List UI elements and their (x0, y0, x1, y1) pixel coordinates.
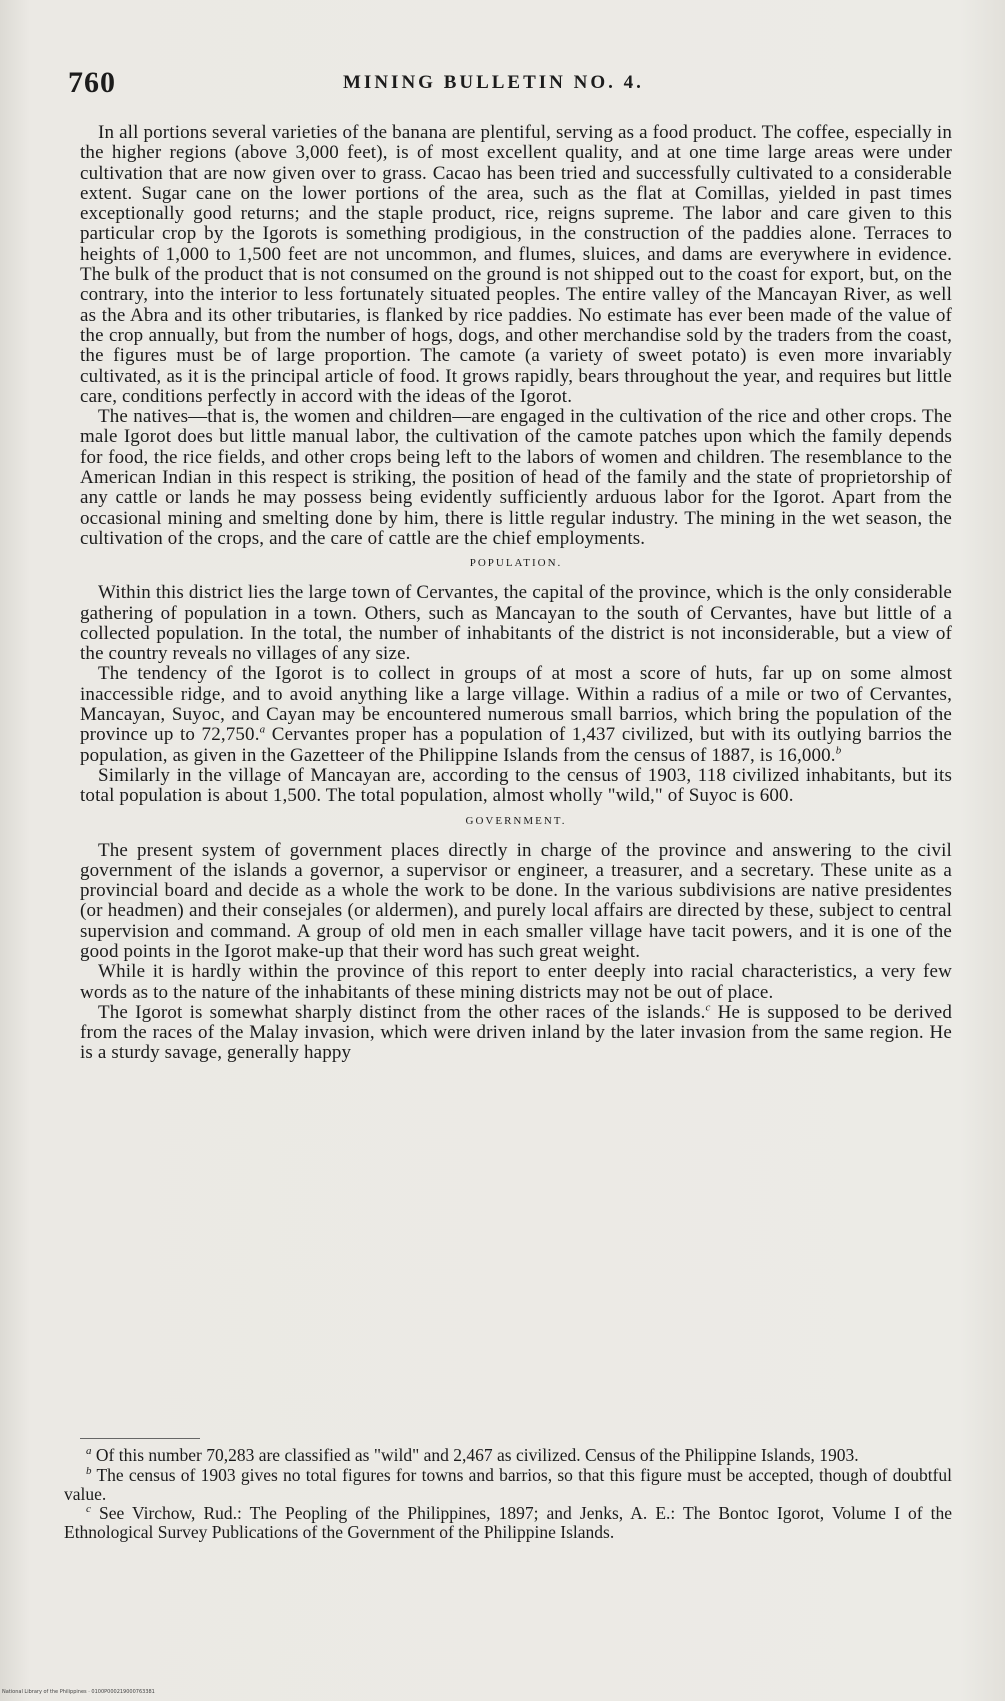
footnote-ref-b[interactable]: b (835, 744, 842, 757)
paragraph-text: The Igorot is somewhat sharply distinct from the other races of the islands. (98, 1001, 706, 1023)
footnote-a (64, 1446, 952, 1465)
footnote-mark: a (86, 1445, 92, 1458)
library-imprint: National Library of the Philippines · 0100P000219000763381 (2, 1689, 155, 1695)
running-head: MINING BULLETIN NO. 4. (343, 72, 644, 93)
paragraph-text: He is supposed to be derived from the races of the Malay invasion, which were driven inland by the later invasion from the same region. He is a sturdy savage, generally happy (80, 1001, 952, 1064)
paragraph-text: Cervantes proper has a population of 1,437 civilized, but with its outlying barrios the population, as given in the Gazetteer of the Philippine Islands from the census of 1887, is 16,000. (80, 724, 952, 766)
footnote-ref-a[interactable]: a (259, 723, 266, 736)
footnote-mark: c (86, 1503, 91, 1516)
paragraph-igorot-tendency (80, 664, 952, 765)
footnote-ref-c[interactable]: c (705, 1001, 711, 1014)
footnote-divider (80, 1438, 200, 1439)
footnote-text: See Virchow, Rud.: The Peopling of the Philippines, 1897; and Jenks, A. E.: The Bontoc Igorot, Volume I of the Ethnological Survey Publications of the Government of the Philippine Islands. (64, 1503, 953, 1543)
paragraph-cervantes: Within this district lies the large town of Cervantes, the capital of the province, which is the only considerable gathering of population in a town. Others, such as Mancayan to the south of Cervantes, have but little of a collected population. In the total, the number of inhabitants of the district is not inconsiderable, but a view of the country reveals no villages of any size. (80, 582, 952, 665)
paragraph-igorot-origin (80, 1003, 952, 1064)
page-number: 760 (68, 66, 116, 99)
footnotes (64, 1446, 952, 1543)
footnote-text: Of this number 70,283 are classified as "wild" and 2,467 as civilized. Census of the Philippine Islands, 1903. (95, 1445, 859, 1465)
page-header (68, 66, 948, 106)
paragraph-banana-coffee: In all portions several varieties of the banana are plentiful, serving as a food product. The coffee, especially in the higher regions (above 3,000 feet), is of most excellent quality, and at one time large areas were under cultivation that are now given over to grass. Cacao has been tried and successfully cultivated to a considerable extent. Sugar cane on the lower portions of the area, such as the flat at Comillas, yielded in past times exceptionally good returns; and the staple product, rice, reigns supreme. The labor and care given to this particular crop by the Igorots is something prodigious, in the construction of the paddies alone. Terraces to heights of 1,000 to 1,500 feet are not uncommon, and flumes, sluices, and dams are everywhere in evidence. The bulk of the product that is not consumed on the ground is not shipped out to the coast for export, but, on the contrary, into the interior to less fortunately situated peoples. The entire valley of the Mancayan River, as well as the Abra and its other tributaries, is flanked by rice paddies. No estimate has ever been made of the value of the crop annually, but from the number of hogs, dogs, and other merchandise sold by the traders from the coast, the figures must be of large proportion. The camote (a variety of sweet potato) is even more invariably cultivated, as it is the principal article of food. It grows rapidly, bears throughout the year, and requires but little care, conditions perfectly in accord with the ideas of the Igorot. (80, 122, 952, 407)
paragraph-text: The tendency of the Igorot is to collect in groups of at most a score of huts, far up on some almost inaccessible ridge, and to avoid anything like a large village. Within a radius of a mile or two of Cervantes, Mancayan, Suyoc, and Cayan may be encountered numerous small barrios, which bring the population of the province up to 72,750. (80, 663, 952, 746)
paragraph-natives-labor: The natives—that is, the women and children—are engaged in the cultivation of the rice and other crops. The male Igorot does but little manual labor, the cultivation of the camote patches upon which the family depends for food, the rice fields, and other crops being left to the labors of women and children. The resemblance to the American Indian in this respect is striking, the position of head of the family and the state of proprietorship of any cattle or lands he may possess being evidently sufficiently arduous labor for the Igorot. Apart from the occasional mining and smelting done by him, there is little regular industry. The mining in the wet season, the cultivation of the crops, and the care of cattle are the chief employments. (80, 406, 952, 549)
footnote-text: The census of 1903 gives no total figures for towns and barrios, so that this figure must be accepted, though of doubtful value. (64, 1464, 952, 1504)
paragraph-mancayan: Similarly in the village of Mancayan are, according to the census of 1903, 118 civilized inhabitants, but its total population is about 1,500. The total population, almost wholly "wild," of Suyoc is 600. (80, 764, 952, 807)
footnote-mark: b (86, 1464, 92, 1477)
section-heading-population: POPULATION. (469, 557, 563, 570)
footnote-c (64, 1504, 952, 1542)
footnote-b (64, 1466, 952, 1504)
section-heading-government: GOVERNMENT. (465, 814, 567, 827)
paragraph-government-system: The present system of government places directly in charge of the province and answering to the civil government of the islands a governor, a supervisor or engineer, a treasurer, and a secretary. These unite as a provincial board and decide as a whole the work to be done. In the various subdivisions are native presidentes (or headmen) and their consejales (or aldermen), and purely local affairs are directed by these, subject to central supervision and command. A group of old men in each smaller village have tacit powers, and it is one of the good points in the Igorot make-up that their word has such great weight. (80, 839, 952, 962)
paragraph-racial-characteristics: While it is hardly within the province of this report to enter deeply into racial characteristics, a very few words as to the nature of the inhabitants of these mining districts may not be out of place. (80, 961, 952, 1003)
body-text (80, 123, 952, 1064)
